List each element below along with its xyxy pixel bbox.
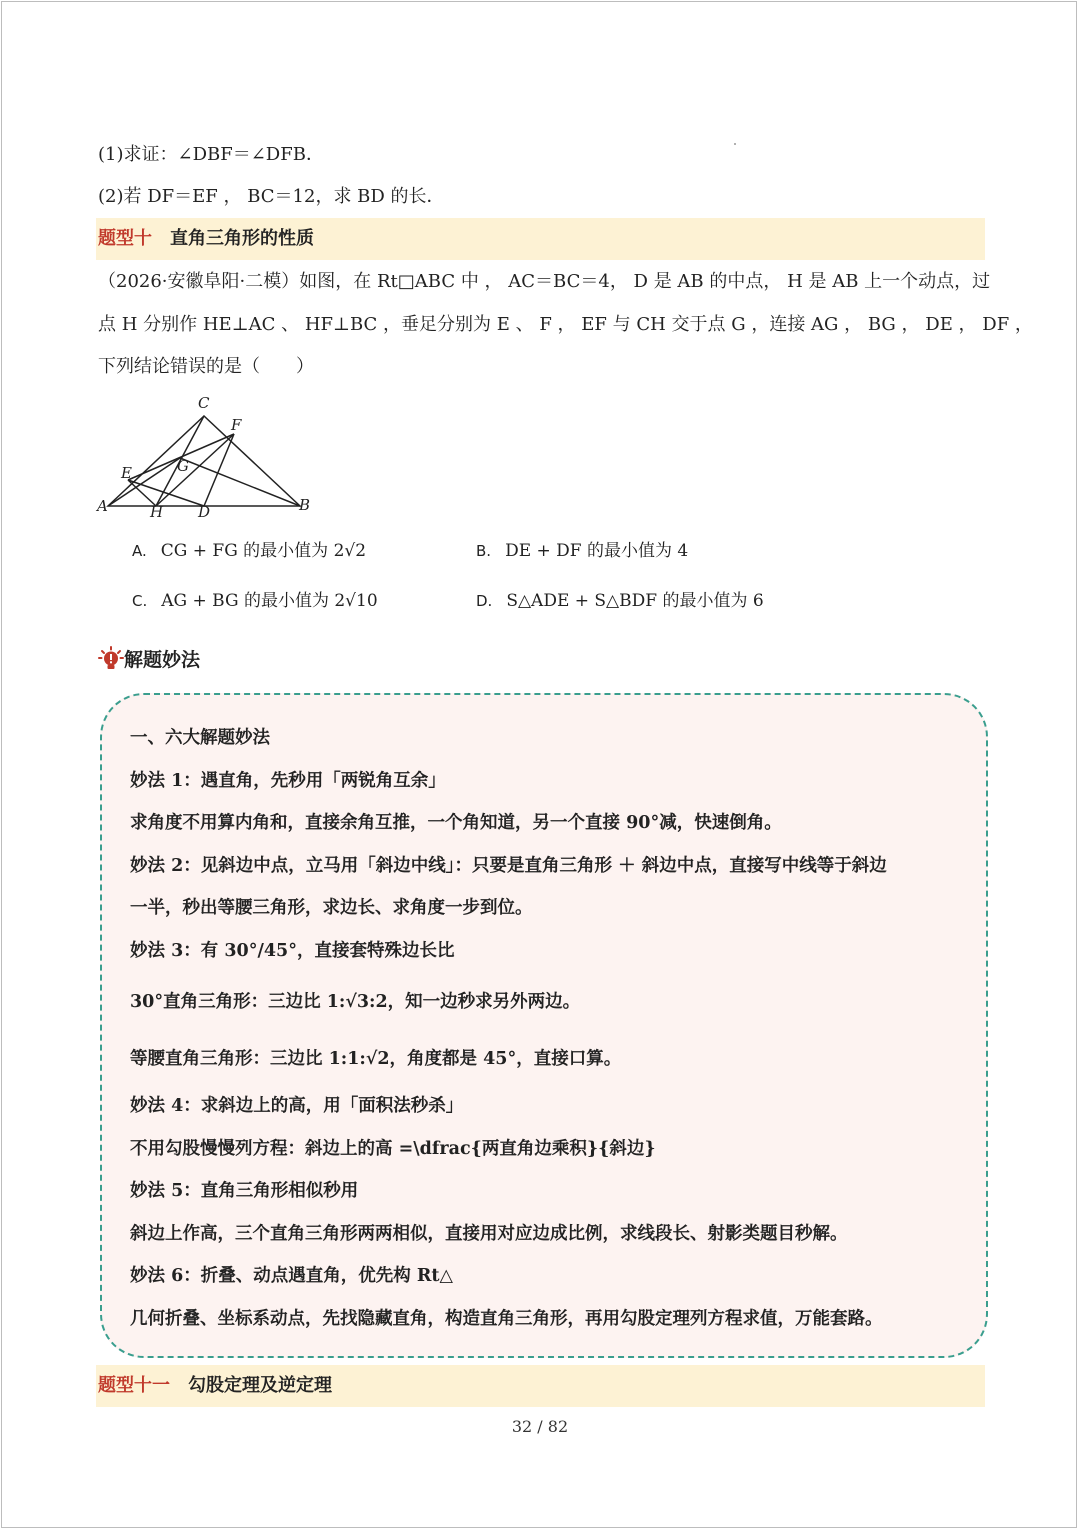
label-g: G: [177, 457, 189, 475]
problem-line-3: 下列结论错误的是（ ）: [98, 356, 314, 377]
tips-line-2: 妙法 1：遇直角，先秒用「两锐角互余」: [130, 771, 446, 791]
section-11-tag: 题型十一: [98, 1375, 170, 1396]
tips-line-1: 一、六大解题妙法: [130, 728, 270, 748]
tips-heading: [98, 645, 200, 672]
tips-line-8: 等腰直角三角形：三边比 1:1:√2，角度都是 45°，直接口算。: [130, 1049, 622, 1069]
label-c: C: [198, 394, 210, 412]
problem-line-2: 点 H 分别作 HE⊥AC 、 HF⊥BC ，垂足分别为 E 、 F ， EF 与 CH 交于点 G ，连接 AG ， BG ， DE ， DF ，: [98, 314, 1033, 335]
tips-line-6: 妙法 3：有 30°/45°，直接套特殊边长比: [130, 941, 455, 961]
segment-bg: [180, 458, 300, 506]
tips-line-14: 几何折叠、坐标系动点，先找隐藏直角，构造直角三角形，再用勾股定理列方程求值，万能套路。: [130, 1309, 883, 1329]
section-11-title: 勾股定理及逆定理: [188, 1375, 332, 1396]
tips-line-3: 求角度不用算内角和，直接余角互推，一个角知道，另一个直接 90°减，快速倒角。: [130, 813, 782, 833]
question-part-1: (1)求证：∠DBF＝∠DFB．: [98, 144, 324, 165]
option-c-letter: C.: [132, 592, 148, 610]
tips-line-7: 30°直角三角形：三边比 1:√3:2，知一边秒求另外两边。: [130, 992, 581, 1012]
option-d[interactable]: [476, 589, 764, 613]
option-b-text: DE + DF 的最小值为 4: [505, 541, 689, 561]
tips-title: 解题妙法: [124, 649, 201, 671]
tips-line-12: 斜边上作高，三个直角三角形两两相似，直接用对应边成比例，求线段长、射影类题目秒解。: [130, 1224, 848, 1244]
option-a-text: CG + FG 的最小值为 2√2: [160, 541, 367, 561]
option-a-letter: A.: [132, 542, 147, 560]
section-10-title: 直角三角形的性质: [170, 228, 314, 249]
section-11-heading: [98, 1365, 332, 1407]
segment-hf: [156, 434, 234, 506]
option-c[interactable]: [132, 589, 378, 613]
section-10-heading: [98, 218, 314, 260]
section-10-tag: 题型十: [98, 228, 152, 249]
label-d: D: [198, 503, 211, 521]
option-a[interactable]: [132, 539, 366, 563]
option-d-letter: D.: [476, 592, 493, 610]
question-part-2: (2)若 DF＝EF ， BC＝12，求 BD 的长．: [98, 186, 445, 207]
option-b[interactable]: [476, 539, 688, 563]
stray-dot: [734, 143, 736, 145]
option-d-text: S△ADE + S△BDF 的最小值为 6: [506, 591, 764, 611]
label-f: F: [231, 416, 242, 434]
problem-line-1: （2026·安徽阜阳·二模）如图，在 Rt□ABC 中 ， AC＝BC＝4， D 是 AB 的中点， H 是 AB 上一个动点，过: [98, 271, 991, 292]
option-b-letter: B.: [476, 542, 492, 560]
label-h: H: [150, 503, 164, 521]
tips-line-13: 妙法 6：折叠、动点遇直角，优先构 Rt△: [130, 1266, 453, 1286]
tips-line-11: 妙法 5：直角三角形相似秒用: [130, 1181, 359, 1201]
page-number: 32 / 82: [511, 1417, 569, 1436]
option-c-text: AG + BG 的最小值为 2√10: [161, 591, 378, 611]
tips-line-4: 妙法 2：见斜边中点，立马用「斜边中线」：只要是直角三角形 ＋ 斜边中点，直接写中线等于斜边: [130, 856, 887, 876]
segment-de: [128, 480, 204, 506]
tips-line-10: 不用勾股慢慢列方程：斜边上的高 =\dfrac{两直角边乘积}{斜边}: [130, 1139, 656, 1159]
tips-line-9: 妙法 4：求斜边上的高，用「面积法秒杀」: [130, 1096, 464, 1116]
label-a: A: [97, 497, 108, 515]
figure-lines: [108, 416, 300, 506]
label-b: B: [299, 496, 311, 514]
label-e: E: [121, 464, 132, 482]
triangle-figure: [94, 392, 324, 522]
tips-line-5: 一半，秒出等腰三角形，求边长、求角度一步到位。: [130, 898, 533, 918]
lightbulb-alert-icon: [98, 646, 124, 672]
